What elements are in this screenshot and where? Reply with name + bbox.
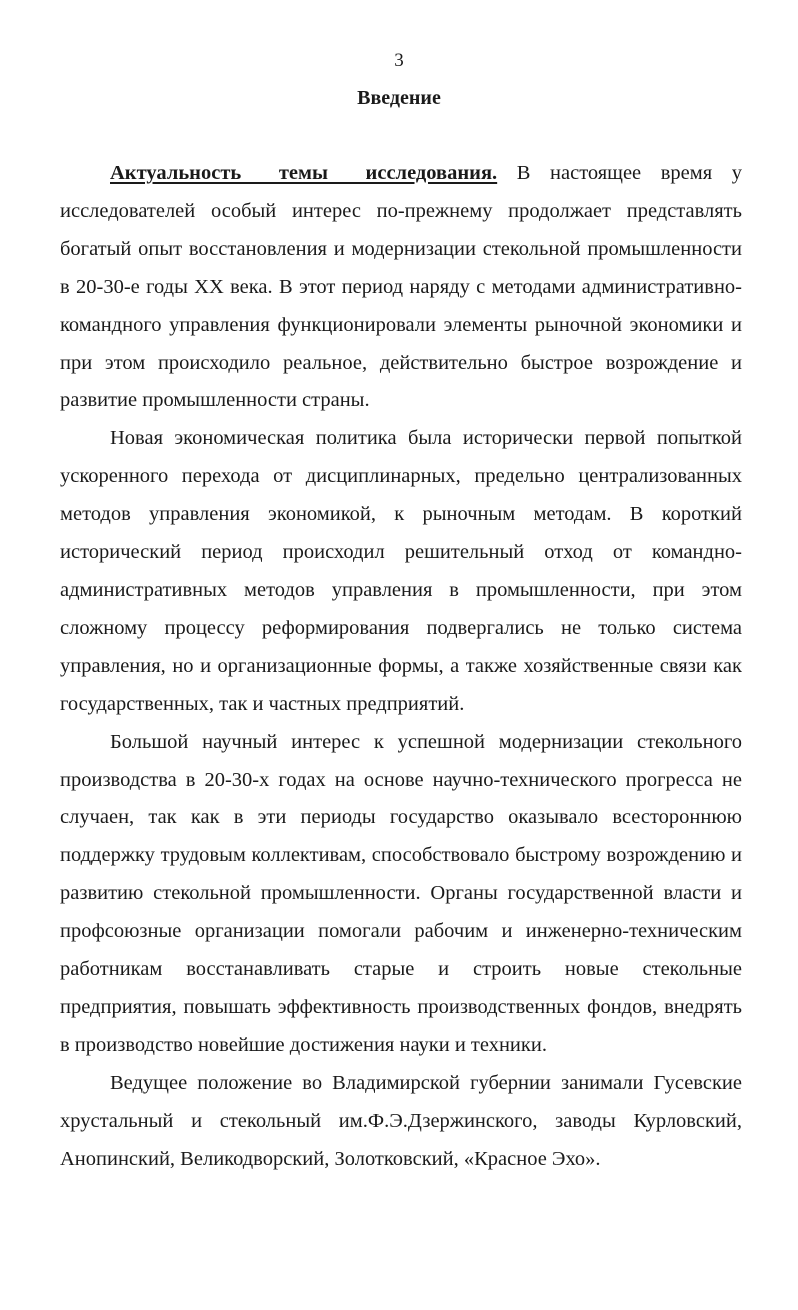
page-number: 3 (394, 50, 404, 71)
paragraph-2: Новая экономическая политика была исторически первой попыткой ускоренного перехода от дисциплинарных, предельно централизованных методов управления экономикой, к рыночным методам. В короткий исторический период происходил решительный отход от командно-административных методов управления в промышленности, при этом сложному процессу реформирования подвергались не только система управления, но и организационные формы, а также хозяйственные связи как государственных, так и частных предприятий. (60, 427, 742, 715)
paragraph-4: Ведущее положение во Владимирской губернии занимали Гусевские хрустальный и стекольный им.Ф.Э.Дзержинского, заводы Курловский, Анопинский, Великодворский, Золотковский, «Красное Эхо». (60, 1071, 742, 1170)
paragraph-1 (60, 155, 742, 420)
body-text (60, 155, 742, 1178)
paragraph-1-text: В настоящее время у исследователей особый интерес по-прежнему продолжает представлять богатый опыт восстановления и модернизации стекольной промышленности в 20-30-е годы XX века. В этот период наряду с методами административно-командного управления функционировали элементы рыночной экономики и при этом происходило реальное, действительно быстрое возрождение и развитие промышленности страны. (60, 162, 743, 412)
paragraph-3: Большой научный интерес к успешной модернизации стекольного производства в 20-30-х годах на основе научно-технического прогресса не случаен, так как в эти периоды государство оказывало всестороннюю поддержку трудовым коллективам, способствовало быстрому возрождению и развитию стекольной промышленности. Органы государственной власти и профсоюзные организации помогали рабочим и инженерно-техническим работникам восстанавливать старые и строить новые стекольные предприятия, повышать эффективность производственных фондов, внедрять в производство новейшие достижения науки и техники. (60, 730, 742, 1056)
section-heading: Введение (357, 87, 441, 109)
paragraph-lead: Актуальность темы исследования. (110, 162, 498, 184)
